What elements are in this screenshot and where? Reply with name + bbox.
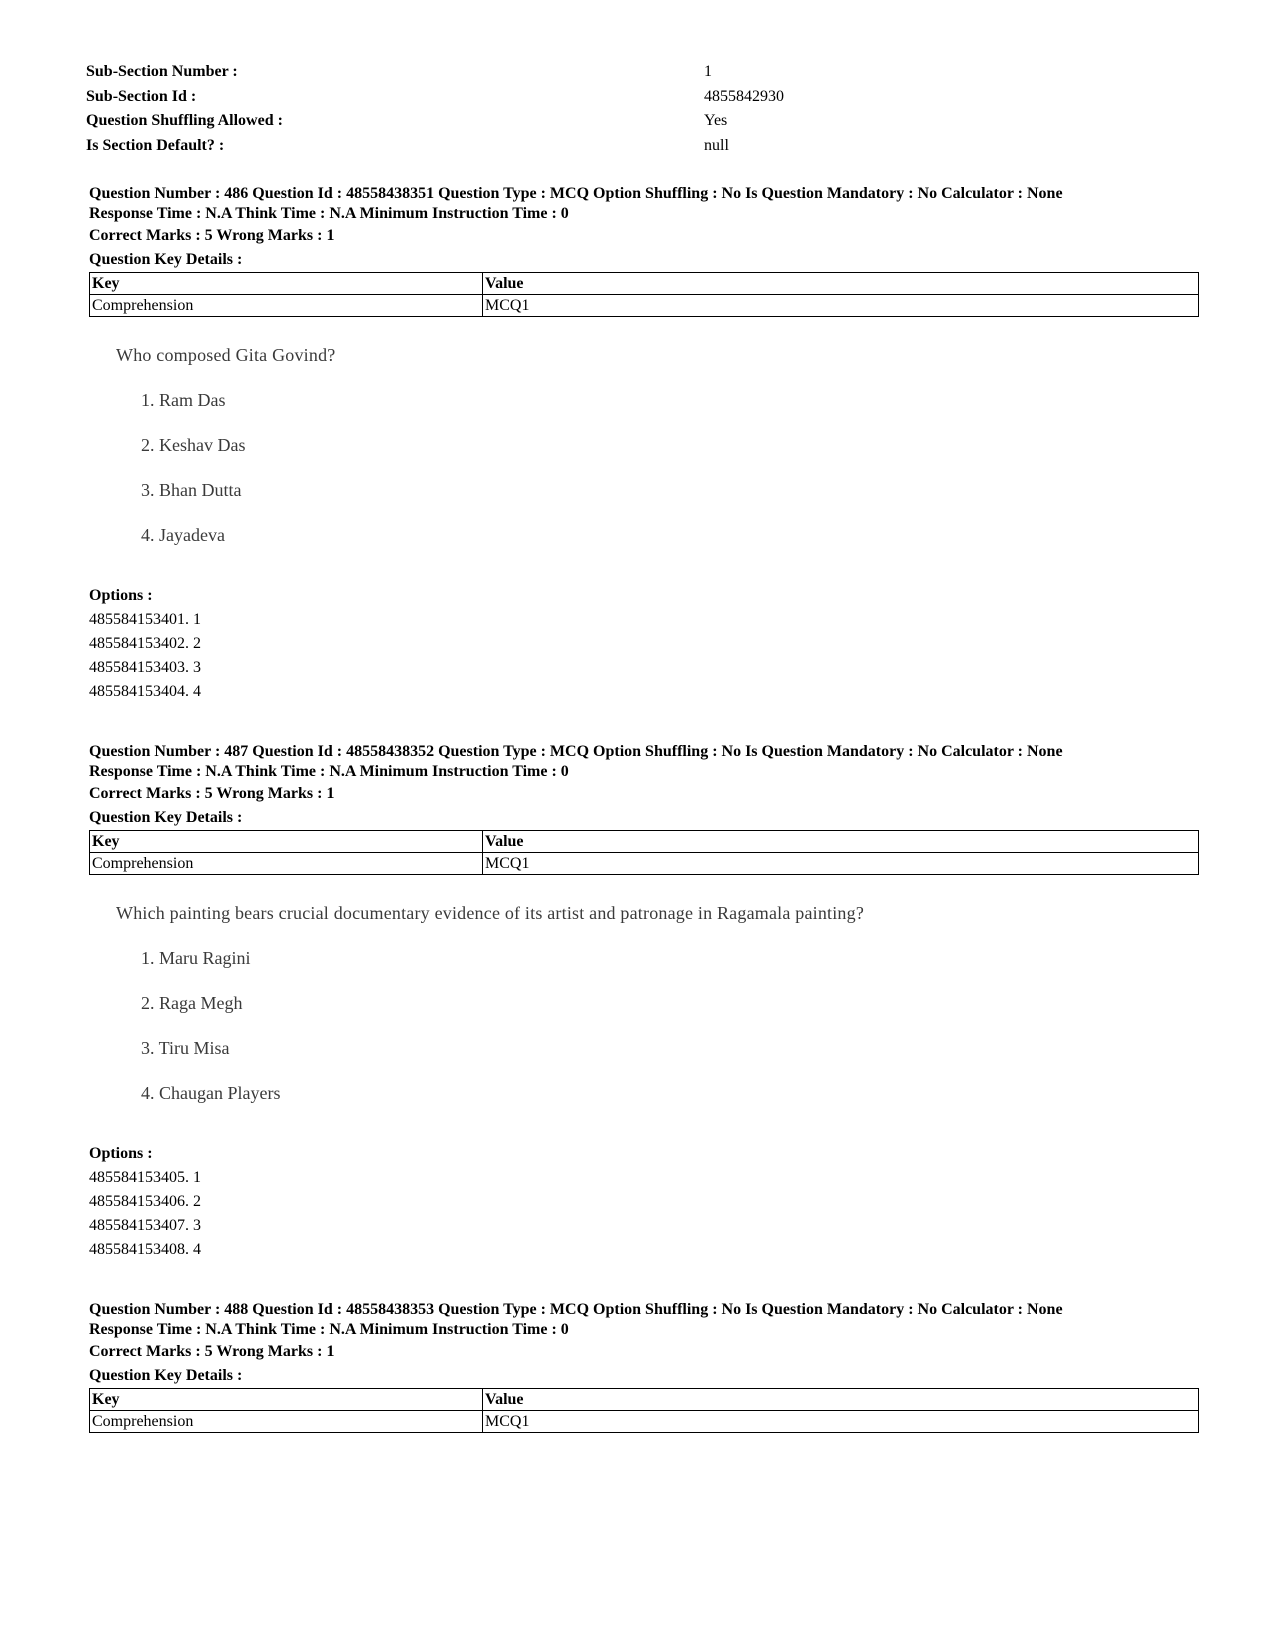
meta-row	[86, 85, 786, 110]
value-header: Value	[483, 1389, 1199, 1411]
sub-section-meta	[86, 60, 786, 158]
option-item: 485584153407. 3	[89, 1217, 201, 1234]
value-header: Value	[483, 831, 1199, 853]
question-response-time: Response Time : N.A Think Time : N.A Minimum Instruction Time : 0	[89, 1321, 569, 1338]
key-details-table	[89, 272, 1199, 317]
question-block	[89, 1300, 1199, 1433]
table-header-row	[90, 831, 1199, 853]
key-header: Key	[90, 273, 483, 295]
question-key-details-label: Question Key Details :	[89, 251, 243, 268]
option-item: 485584153405. 1	[89, 1169, 201, 1186]
choice-item: 3. Bhan Dutta	[141, 480, 242, 500]
question-marks: Correct Marks : 5 Wrong Marks : 1	[89, 1343, 335, 1360]
question-header: Question Number : 487 Question Id : 48558438352 Question Type : MCQ Option Shuffling : No Is Question Mandatory : No Calculator : None	[89, 743, 1063, 760]
choice-item: 3. Tiru Misa	[141, 1038, 230, 1058]
options-block	[89, 584, 1199, 704]
meta-value: Yes	[704, 112, 728, 129]
table-header-row	[90, 1389, 1199, 1411]
key-details-table	[89, 830, 1199, 875]
question-image	[116, 344, 1199, 546]
question-response-time: Response Time : N.A Think Time : N.A Minimum Instruction Time : 0	[89, 205, 569, 222]
option-item: 485584153401. 1	[89, 611, 201, 628]
options-block	[89, 1142, 1199, 1262]
option-item: 485584153406. 2	[89, 1193, 201, 1210]
meta-row	[86, 109, 786, 134]
meta-value: null	[704, 136, 729, 154]
key-header: Key	[90, 1389, 483, 1411]
option-item: 485584153404. 4	[89, 683, 201, 700]
meta-label: Is Section Default? :	[86, 136, 225, 154]
question-block	[89, 742, 1199, 1262]
question-key-details-label: Question Key Details :	[89, 1367, 243, 1384]
meta-label: Question Shuffling Allowed :	[86, 112, 283, 129]
meta-label: Sub-Section Number :	[86, 63, 238, 80]
table-row	[90, 1411, 1199, 1433]
choice-item: 1. Maru Ragini	[141, 948, 251, 968]
question-image	[116, 902, 1199, 1104]
meta-row	[86, 134, 786, 159]
table-row	[90, 853, 1199, 875]
question-response-time: Response Time : N.A Think Time : N.A Minimum Instruction Time : 0	[89, 763, 569, 780]
choice-item: 4. Chaugan Players	[141, 1083, 281, 1103]
meta-value: 1	[704, 63, 712, 80]
option-item: 485584153403. 3	[89, 659, 201, 676]
question-stem: Which painting bears crucial documentary evidence of its artist and patronage in Ragamala painting?	[116, 903, 865, 923]
question-block	[89, 184, 1199, 704]
question-header: Question Number : 488 Question Id : 48558438353 Question Type : MCQ Option Shuffling : No Is Question Mandatory : No Calculator : None	[89, 1301, 1063, 1318]
option-item: 485584153402. 2	[89, 635, 201, 652]
question-key-details-label: Question Key Details :	[89, 809, 243, 826]
key-cell: Comprehension	[90, 1411, 483, 1433]
table-row	[90, 295, 1199, 317]
key-details-table	[89, 1388, 1199, 1433]
value-cell: MCQ1	[483, 1411, 1199, 1433]
options-label: Options :	[89, 587, 153, 604]
value-header: Value	[483, 273, 1199, 295]
choice-item: 2. Keshav Das	[141, 435, 246, 455]
value-cell: MCQ1	[483, 295, 1199, 317]
question-stem: Who composed Gita Govind?	[116, 345, 336, 365]
choice-item: 2. Raga Megh	[141, 993, 243, 1013]
choice-item: 1. Ram Das	[141, 390, 226, 410]
meta-label: Sub-Section Id :	[86, 87, 197, 105]
meta-row	[86, 60, 786, 85]
question-marks: Correct Marks : 5 Wrong Marks : 1	[89, 227, 335, 244]
meta-value: 4855842930	[704, 87, 784, 105]
choice-item: 4. Jayadeva	[141, 525, 225, 545]
key-cell: Comprehension	[90, 295, 483, 317]
key-cell: Comprehension	[90, 853, 483, 875]
table-header-row	[90, 273, 1199, 295]
options-label: Options :	[89, 1145, 153, 1162]
value-cell: MCQ1	[483, 853, 1199, 875]
option-item: 485584153408. 4	[89, 1241, 201, 1258]
question-marks: Correct Marks : 5 Wrong Marks : 1	[89, 785, 335, 802]
key-header: Key	[90, 831, 483, 853]
question-header: Question Number : 486 Question Id : 48558438351 Question Type : MCQ Option Shuffling : No Is Question Mandatory : No Calculator : None	[89, 185, 1063, 202]
